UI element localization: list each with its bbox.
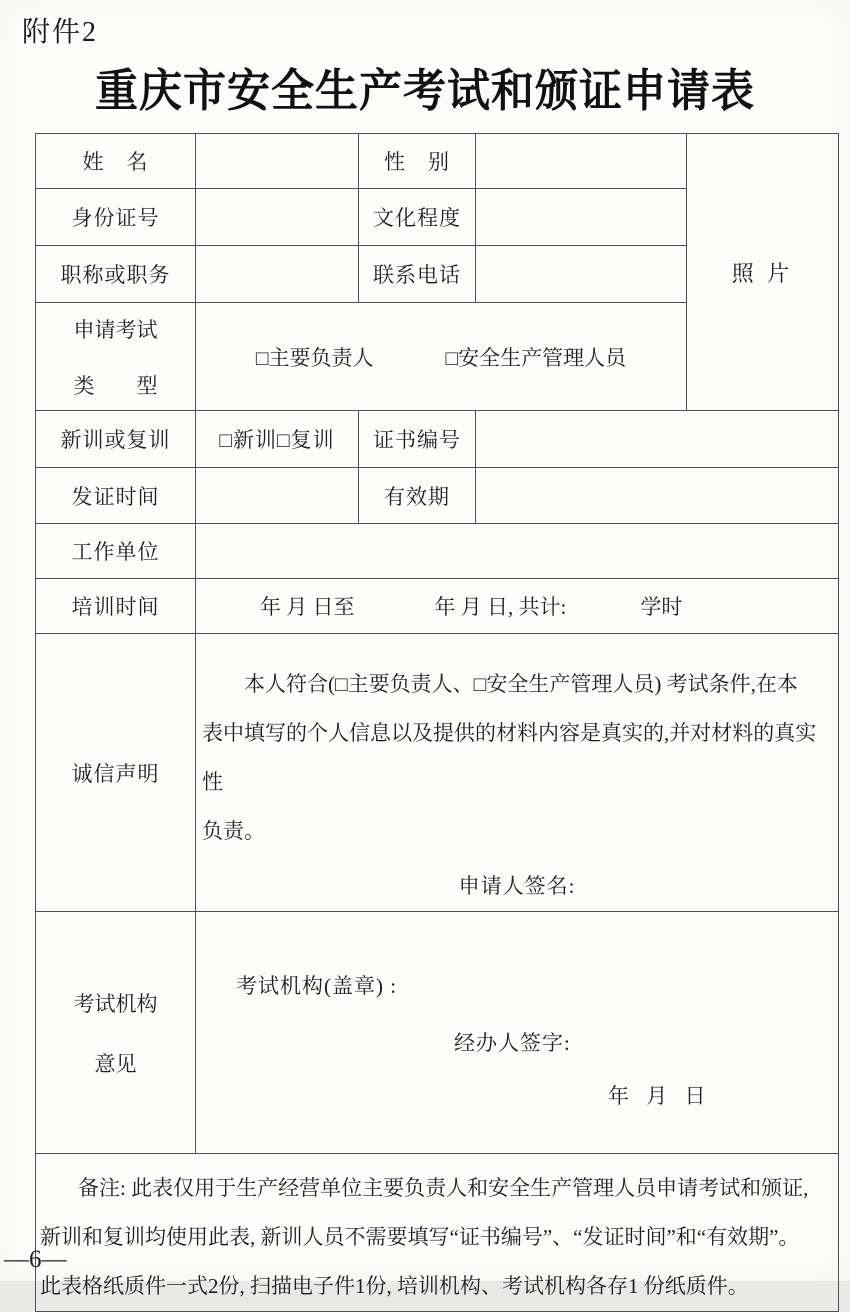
id-number-label: 身份证号: [36, 189, 196, 246]
application-form-table: [35, 133, 839, 1312]
name-label: 姓 名: [36, 134, 196, 189]
declaration-line2: 表中填写的个人信息以及提供的材料内容是真实的,并对材料的真实性: [202, 721, 817, 794]
cert-number-label: 证书编号: [359, 411, 476, 468]
phone-value-cell: [476, 246, 687, 303]
declaration-line1: 本人符合(□主要负责人、□安全生产管理人员) 考试条件,在本: [244, 672, 798, 696]
issue-date-value-cell: [196, 468, 359, 524]
validity-label: 有效期: [359, 468, 476, 524]
gender-label: 性 别: [359, 134, 476, 189]
page-title: 重庆市安全生产考试和颁证申请表: [95, 67, 755, 117]
phone-label: 联系电话: [359, 246, 476, 303]
remarks-cell: [36, 1154, 839, 1312]
remarks-line2: 新训和复训均使用此表, 新训人员不需要填写“证书编号”、“发证时间”和“有效期”。: [40, 1225, 800, 1249]
employer-value-cell: [196, 524, 839, 579]
training-type-label: 新训或复训: [36, 411, 196, 468]
applicant-signature-label: 申请人签名:: [458, 874, 576, 898]
checkbox-principal: □主要负责人: [255, 345, 374, 370]
training-time-to: 年 月 日, 共计:: [434, 595, 567, 619]
exam-type-options-cell: [196, 303, 687, 411]
agency-date-label: 年 月 日: [608, 1084, 712, 1108]
training-time-from: 年 月 日至: [260, 595, 355, 619]
validity-value-cell: [476, 468, 839, 524]
remarks-line3: 此表格纸质件一式2份, 扫描电子件1份, 培训机构、考试机构各存1 份纸质件。: [40, 1274, 749, 1298]
agency-opinion-label: [36, 912, 196, 1154]
page-number: —6—: [4, 1246, 67, 1273]
declaration-line3: 负责。: [202, 819, 265, 843]
exam-type-label-line1: 申请考试: [73, 317, 158, 342]
education-label: 文化程度: [359, 189, 476, 246]
position-label: 职称或职务: [36, 246, 196, 303]
agency-label-line1: 考试机构: [73, 991, 158, 1016]
exam-type-label-line2: 类 型: [73, 373, 158, 398]
agency-signature-label: 经办人签字:: [454, 1031, 571, 1055]
name-value-cell: [196, 134, 359, 189]
employer-label: 工作单位: [36, 524, 196, 579]
exam-type-label: [36, 303, 196, 411]
issue-date-label: 发证时间: [36, 468, 196, 524]
agency-seal-label: 考试机构(盖章) :: [236, 974, 398, 998]
training-time-value-cell: [196, 579, 839, 634]
remarks-line1: 备注: 此表仅用于生产经营单位主要负责人和安全生产管理人员申请考试和颁证,: [78, 1176, 809, 1200]
photo-box: 照 片: [687, 134, 839, 411]
checkbox-safety-manager: □安全生产管理人员: [445, 345, 627, 370]
declaration-label: 诚信声明: [36, 634, 196, 912]
agency-label-line2: 意见: [94, 1051, 137, 1076]
declaration-cell: [196, 634, 839, 912]
agency-opinion-cell: [196, 912, 839, 1154]
training-type-checkboxes: □新训□复训: [196, 411, 359, 468]
training-time-label: 培训时间: [36, 579, 196, 634]
gender-value-cell: [476, 134, 687, 189]
training-time-hours: 学时: [640, 595, 683, 619]
cert-number-value-cell: [476, 411, 839, 468]
education-value-cell: [476, 189, 687, 246]
position-value-cell: [196, 246, 359, 303]
attachment-label: 附件2: [22, 17, 99, 48]
id-number-value-cell: [196, 189, 359, 246]
